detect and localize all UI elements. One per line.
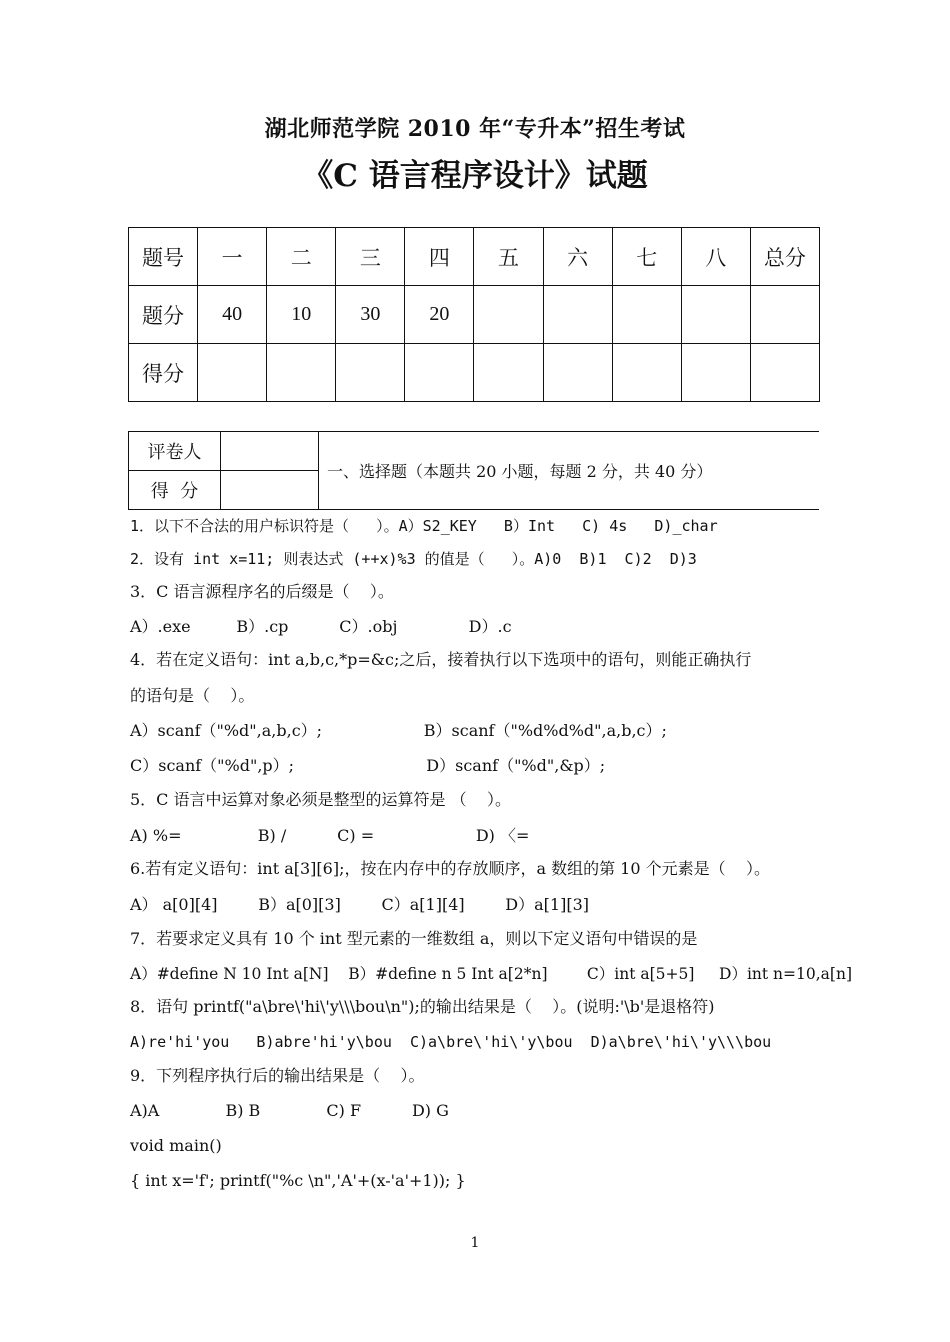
score-table: [128, 227, 820, 402]
grader-table: [128, 431, 319, 510]
score-row-question-number: [129, 228, 820, 286]
table-cell: 八: [681, 228, 750, 286]
question-line: A)re'hi'you B)abre'hi'y\bou C)a\bre\'hi\'y\bou D)a\bre\'hi\'y\\\bou: [130, 1033, 772, 1051]
exam-title-line2: 《C 语言程序设计》试题: [302, 158, 648, 194]
table-cell: 二: [267, 228, 336, 286]
question-line: A） a[0][4] B）a[0][3] C）a[1][4] D）a[1][3]: [130, 895, 590, 914]
exam-title-line1: 湖北师范学院 2010 年“专升本”招生考试: [264, 116, 686, 142]
question-line: A) %= B) / C) = D) 〈=: [130, 826, 530, 845]
table-cell: [612, 344, 681, 402]
table-cell: 三: [336, 228, 405, 286]
table-cell: [267, 344, 336, 402]
table-cell: 40: [198, 286, 267, 344]
table-cell: [405, 344, 474, 402]
table-cell: [681, 286, 750, 344]
question-line: C）scanf（"%d",p）; D）scanf（"%d",&p）;: [130, 756, 606, 775]
question-line: 9．下列程序执行后的输出结果是（ ）。: [130, 1066, 425, 1085]
table-cell: 20: [405, 286, 474, 344]
table-cell: [474, 286, 543, 344]
question-line: A)A B) B C) F D) G: [130, 1101, 449, 1120]
question-line: 的语句是（ ）。: [130, 686, 255, 705]
page-number: 1: [470, 1235, 480, 1251]
table-cell: [336, 344, 405, 402]
table-cell: [750, 344, 819, 402]
question-line: void main(): [130, 1136, 222, 1155]
score-row-points: [129, 286, 820, 344]
table-cell: 一: [198, 228, 267, 286]
question-line: 7．若要求定义具有 10 个 int 型元素的一维数组 a，则以下定义语句中错误的是: [130, 929, 698, 948]
table-cell: 五: [474, 228, 543, 286]
grader-score-label: 得 分: [129, 471, 221, 510]
table-cell: [474, 344, 543, 402]
table-cell: [612, 286, 681, 344]
table-cell: 10: [267, 286, 336, 344]
question-line: 4．若在定义语句：int a,b,c,*p=&c;之后，接着执行以下选项中的语句，则能正确执行: [130, 650, 752, 669]
question-line: 1．以下不合法的用户标识符是（ ）。A）S2_KEY B）Int C) 4s D)_char: [130, 517, 718, 535]
table-cell: [543, 344, 612, 402]
table-cell: [750, 286, 819, 344]
table-cell: [681, 344, 750, 402]
question-line: 2．设有 int x=11; 则表达式 (++x)%3 的值是（ ）。A)0 B)1 C)2 D)3: [130, 550, 697, 568]
table-cell: 四: [405, 228, 474, 286]
table-cell: 题分: [129, 286, 198, 344]
table-cell: 总分: [750, 228, 819, 286]
table-cell: 30: [336, 286, 405, 344]
table-cell: 题号: [129, 228, 198, 286]
question-line: A）#define N 10 Int a[N] B）#define n 5 Int a[2*n] C）int a[5+5] D）int n=10,a[n]: [130, 965, 852, 983]
table-cell: [543, 286, 612, 344]
reviewer-label: 评卷人: [129, 432, 221, 471]
question-line: { int x='f'; printf("%c \n",'A'+(x-'a'+1)); }: [130, 1171, 466, 1190]
grader-score-cell: [221, 471, 319, 510]
section-title: 一、选择题（本题共 20 小题，每题 2 分，共 40 分）: [327, 462, 713, 481]
table-cell: 七: [612, 228, 681, 286]
question-line: A）.exe B）.cp C）.obj D）.c: [130, 617, 512, 636]
score-row-earned: [129, 344, 820, 402]
question-line: 5．C 语言中运算对象必须是整型的运算符是 （ ）。: [130, 790, 511, 809]
question-line: 3．C 语言源程序名的后缀是（ ）。: [130, 582, 394, 601]
question-line: 6.若有定义语句：int a[3][6];，按在内存中的存放顺序，a 数组的第 10 个元素是（ ）。: [130, 859, 770, 878]
table-cell: 六: [543, 228, 612, 286]
question-line: 8．语句 printf("a\bre\'hi\'y\\\bou\n");的输出结果是（ ）。(说明:'\b'是退格符): [130, 997, 715, 1016]
table-cell: [198, 344, 267, 402]
table-cell: 得分: [129, 344, 198, 402]
reviewer-cell: [221, 432, 319, 471]
question-line: A）scanf（"%d",a,b,c）; B）scanf（"%d%d%d",a,b,c）;: [130, 721, 667, 740]
